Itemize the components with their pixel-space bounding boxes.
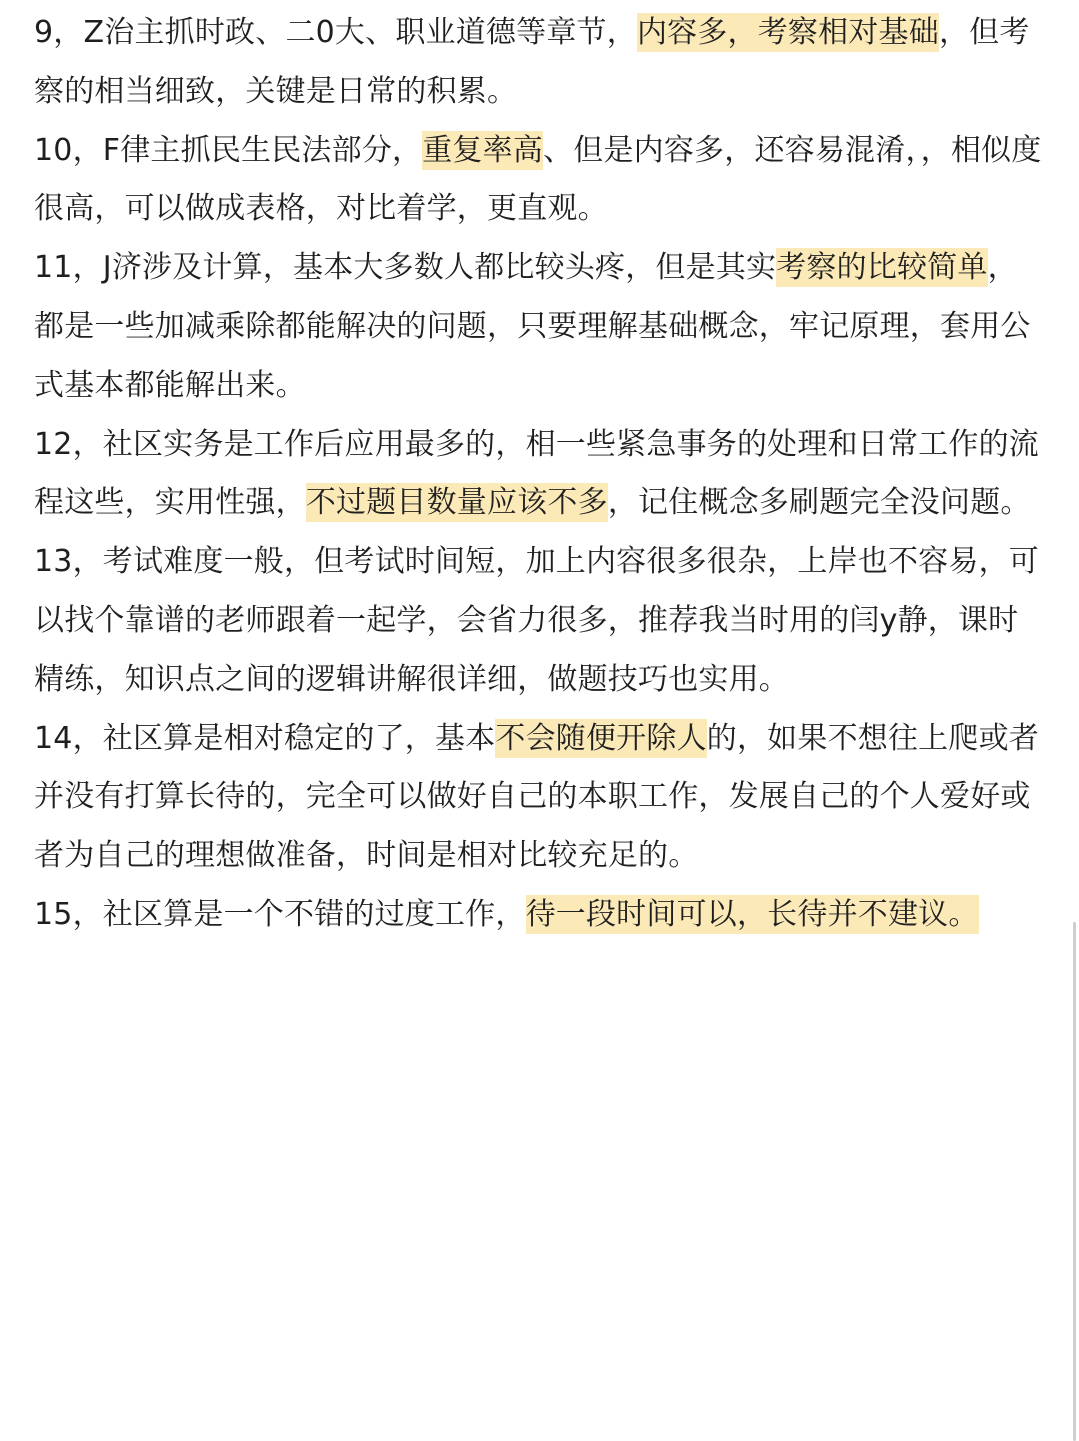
text-segment: 12，社区实务是工作后应用最多的，相一些紧急事务的处理和日常工作的流程这些，实用性强， xyxy=(34,426,1039,521)
highlighted-text: 考察的比较简单 xyxy=(776,250,988,286)
scrollbar[interactable] xyxy=(1073,922,1076,1441)
article-body xyxy=(34,4,1048,945)
text-segment: 9，Z治主抓时政、二0大、职业道德等章节， xyxy=(34,15,637,50)
list-item-13 xyxy=(34,533,1048,709)
highlighted-text: 待一段时间可以，长待并不建议。 xyxy=(525,896,979,932)
text-segment: 10，F律主抓民生民法部分， xyxy=(34,132,423,168)
text-segment: 14，社区算是相对稳定的了，基本 xyxy=(34,720,496,756)
highlighted-text: 不过题目数量应该不多 xyxy=(305,485,608,521)
text-segment: ，都是一些加减乘除都能解决的问题，只要理解基础概念，牢记原理，套用公式基本都能解出来。 xyxy=(34,250,1031,403)
text-segment: 15，社区算是一个不错的过度工作， xyxy=(34,896,526,932)
text-segment: 、但是内容多，还容易混淆，，相似度很高，可以做成表格，对比着学，更直观。 xyxy=(34,132,1042,227)
list-item-9 xyxy=(34,4,1048,122)
list-item-10 xyxy=(34,122,1048,240)
list-item-14 xyxy=(34,710,1048,886)
text-segment: 13，考试难度一般，但考试时间短，加上内容很多很杂，上岸也不容易，可以找个靠谱的老师跟着一起学，会省力很多，推荐我当时用的闫y静，课时精练，知识点之间的逻辑讲解很详细，做题技巧也实用。 xyxy=(34,544,1039,697)
text-segment: 11，J济涉及计算，基本大多数人都比较头疼，但是其实 xyxy=(34,250,777,286)
highlighted-text: 不会随便开除人 xyxy=(495,720,707,756)
list-item-11 xyxy=(34,239,1048,415)
text-segment: ，但考察的相当细致，关键是日常的积累。 xyxy=(34,15,1030,109)
list-item-15 xyxy=(34,886,1048,945)
highlighted-text: 内容多，考察相对基础 xyxy=(636,15,939,50)
text-segment: 的，如果不想往上爬或者并没有打算长待的，完全可以做好自己的本职工作，发展自己的个人爱好或者为自己的理想做准备，时间是相对比较充足的。 xyxy=(34,720,1039,874)
highlighted-text: 重复率高 xyxy=(422,132,544,168)
list-item-12 xyxy=(34,416,1048,534)
text-segment: ，记住概念多刷题完全没问题。 xyxy=(607,485,1031,521)
